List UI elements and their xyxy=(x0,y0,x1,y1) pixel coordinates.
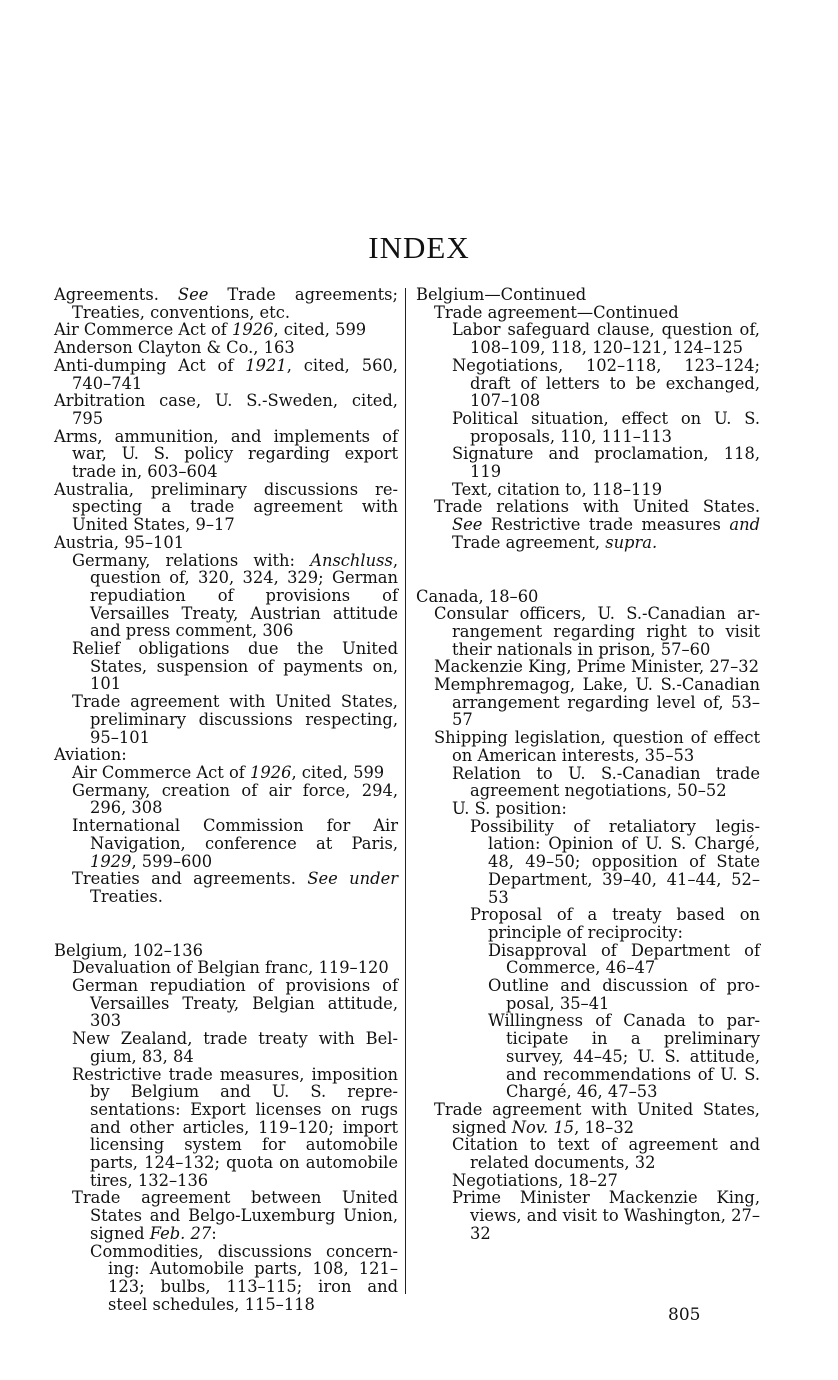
index-entry: Citation to text of agreement and related documents, 32 xyxy=(452,1135,760,1173)
index-entry: Agreements. See Trade agreements; Treaties, conventions, etc. xyxy=(54,285,398,322)
index-entry: Willingness of Canada to participate in a preliminary survey, 44–45; U. S. attitude, and recommendations of U. S. Chargé, 46, 47–53 xyxy=(488,1011,760,1102)
index-entry: Aviation: xyxy=(54,745,127,765)
index-column-right xyxy=(416,286,760,1243)
index-entry: Relation to U. S.-Canadian trade agreement negotiations, 50–52 xyxy=(452,763,760,801)
index-column-left xyxy=(54,286,398,1313)
index-entry: German repudiation of provisions of Versailles Treaty, Belgian attitude, 303 xyxy=(72,976,398,1031)
index-entry: Air Commerce Act of 1926, cited, 599 xyxy=(54,320,367,340)
index-entry: Arbitration case, U. S.-Sweden, cited, 795 xyxy=(54,391,398,428)
index-entry: Trade agreement with United States, signed Nov. 15, 18–32 xyxy=(434,1099,760,1137)
index-entry: Commodities, discussions concerning: Automobile parts, 108, 121–123; bulbs, 113–115; iron and steel schedules, 115–118 xyxy=(90,1241,398,1314)
index-entry: Negotiations, 102–118, 123–124; draft of letters to be exchanged, 107–108 xyxy=(452,355,760,411)
index-entry: Trade agreement between United States and Belgo-Luxemburg Union, signed Feb. 27: xyxy=(72,1188,398,1243)
page-number: 805 xyxy=(668,1305,701,1325)
index-entry: Canada, 18–60 xyxy=(416,586,539,606)
section-gap xyxy=(54,906,398,942)
index-entry: Arms, ammunition, and implements of war, U. S. policy regarding export trade in, 603–604 xyxy=(54,426,398,482)
index-entry: Mackenzie King, Prime Minister, 27–32 xyxy=(434,657,759,677)
index-entry: Belgium, 102–136 xyxy=(54,940,204,960)
index-entry: Text, citation to, 118–119 xyxy=(452,479,663,499)
index-entry: Treaties and agreements. See under Treaties. xyxy=(72,869,398,906)
column-divider xyxy=(405,288,406,1294)
index-entry: U. S. position: xyxy=(452,798,567,818)
index-entry: Memphremagog, Lake, U. S.-Canadian arrangement regarding level of, 53–57 xyxy=(434,675,760,730)
index-entry: Political situation, effect on U. S. proposals, 110, 111–113 xyxy=(452,408,760,446)
index-entry: Anti-dumping Act of 1921, cited, 560, 740–741 xyxy=(54,355,398,393)
index-entry: Anderson Clayton & Co., 163 xyxy=(54,338,295,358)
page-title: INDEX xyxy=(368,230,470,265)
index-entry: Trade agreement—Continued xyxy=(434,302,679,322)
index-entry: International Commission for Air Navigation, conference at Paris, 1929, 599–600 xyxy=(72,816,398,871)
index-entry: Trade agreement with United States, preliminary discussions respecting, 95–101 xyxy=(72,692,398,747)
index-entry: Germany, creation of air force, 294, 296, 308 xyxy=(72,780,398,818)
index-entry: Prime Minister Mackenzie King, views, and visit to Washington, 27–32 xyxy=(452,1188,760,1243)
index-entry: Air Commerce Act of 1926, cited, 599 xyxy=(72,762,385,782)
index-entry: Shipping legislation, question of effect on American interests, 35–53 xyxy=(434,728,760,765)
index-entry: Restrictive trade measures, imposition by Belgium and U. S. representations: Export licenses on rugs and other articles, 119–120; import licensing system for automobile parts, 124–132; quota on automobile tires, 132–136 xyxy=(72,1064,398,1190)
index-entry: Relief obligations due the United States, suspension of payments on, 101 xyxy=(72,639,398,694)
index-entry: Negotiations, 18–27 xyxy=(452,1170,618,1190)
index-entry: Outline and discussion of proposal, 35–41 xyxy=(488,976,760,1013)
index-entry: Trade relations with United States. See Restrictive trade measures and Trade agreement, supra. xyxy=(434,497,760,552)
section-gap xyxy=(416,552,760,588)
index-entry: Devaluation of Belgian franc, 119–120 xyxy=(72,958,389,978)
index-entry: Disapproval of Department of Commerce, 46–47 xyxy=(488,940,760,978)
index-entry: New Zealand, trade treaty with Belgium, 83, 84 xyxy=(72,1029,398,1066)
index-entry: Germany, relations with: Anschluss, question of, 320, 324, 329; German repudiation of provisions of Versailles Treaty, Austrian attitude and press comment, 306 xyxy=(72,550,398,641)
index-entry: Signature and proclamation, 118, 119 xyxy=(452,444,760,482)
index-entry: Australia, preliminary discussions respecting a trade agreement with United States, 9–17 xyxy=(54,479,398,535)
index-entry: Austria, 95–101 xyxy=(54,532,185,552)
index-entry: Labor safeguard clause, question of, 108–109, 118, 120–121, 124–125 xyxy=(452,320,760,358)
index-entry: Proposal of a treaty based on principle of reciprocity: xyxy=(470,905,760,942)
index-entry: Consular officers, U. S.-Canadian arrangement regarding right to visit their nationals in prison, 57–60 xyxy=(434,604,760,659)
index-entry: Belgium—Continued xyxy=(416,285,587,304)
index-entry: Possibility of retaliatory legislation: Opinion of U. S. Chargé, 48, 49–50; opposition of State Department, 39–40, 41–44, 52–53 xyxy=(470,816,760,907)
